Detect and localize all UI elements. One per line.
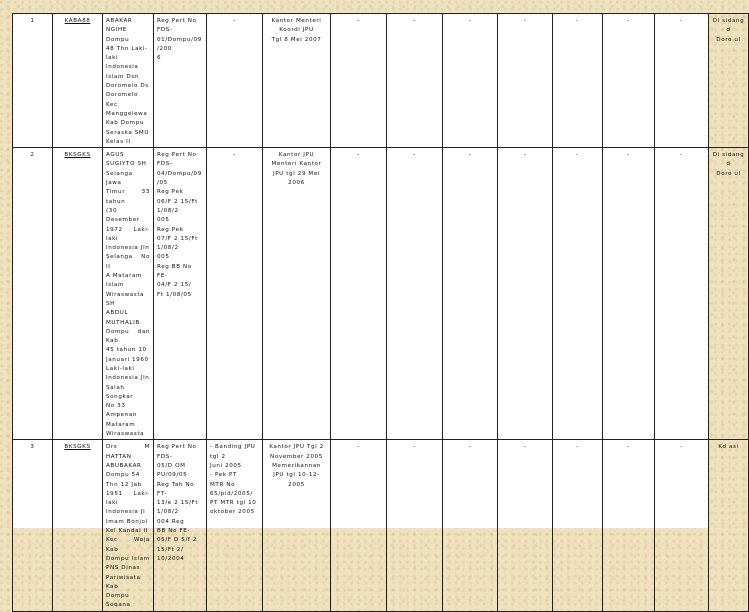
case-code: BKSGKS [53,148,103,440]
execution-info: Kantor JPU Menteri Kantor JPU tgl 29 Mei 2006 [263,148,331,440]
empty-cell: - [603,148,655,440]
appeal-info: - Banding JPU tgl 2 Juni 2005 - Pek PT MTR No 65/pid/2005/ PT MTR tgl 10 oktober 2005 [207,440,263,611]
empty-cell: - [331,440,387,611]
empty-cell: - [387,148,443,440]
case-register-table [12,13,749,612]
empty-cell: - [553,14,603,148]
remark: Di sidang d Doro ul [709,148,749,440]
row-number: 3 [13,440,53,611]
empty-cell: - [331,14,387,148]
registration-numbers: Reg Pert No FDS- 01/Dompu/09/200 6 [154,14,207,148]
execution-info: Kantor JPU Tgl 2 November 2005 Memerikannan JPU tgl 10-12- 2005 [263,440,331,611]
row-number: 1 [13,14,53,148]
empty-cell: - [655,148,709,440]
empty-cell: - [655,440,709,611]
case-code: KABA88 [53,14,103,148]
empty-cell: - [498,14,553,148]
table-row [13,14,749,148]
empty-cell: - [655,14,709,148]
appeal-info: - [207,14,263,148]
defendant-identity: ABAKAR NGIHE Dompu 48 Thn Laki- laki Indonesia Islam Dsn Doromelo Ds Doromelo Kec Manggelewa Kab Dompu Seraska SMU Kelas II [103,14,154,148]
empty-cell: - [603,440,655,611]
empty-cell: - [498,148,553,440]
case-code: BKSGKS [53,440,103,611]
execution-info: Kantor Menteri Koordi JPU Tgl 8 Mei 2007 [263,14,331,148]
empty-cell: - [443,148,498,440]
empty-cell: - [553,148,603,440]
empty-cell: - [331,148,387,440]
registration-numbers: Reg Pert No FDS- 05/D OM PU/09/05 Reg Tah No FT- 13/e 2 15/Ft 1/08/2 004 Reg BB No FE- 05/F D 5/f 2 15/Ft 2/ 10/2004 [154,440,207,611]
defendant-identity: AGUS SUGIYTO SH Selanga Jawa Timur 33 tahun (30 Desember 1972 Laki-laki Indonesia Jln Selanga No II A Mataram Islam Wiraswasta SH ABDUL MUTHALIB Dompu dan Kab 45 tahun 10 Januari 1960 Laki-laki Indonesia Jln Salah Songkar No 33 Ampenan Mataram Wiraswasta [103,148,154,440]
empty-cell: - [443,14,498,148]
table-row [13,440,749,611]
empty-cell: - [443,440,498,611]
empty-cell: - [387,14,443,148]
registration-numbers: Reg Pert No FDS- 04/Dompu/09/05 Reg Pek 06/F 2 15/Ft 1/08/2 005 Reg Pek 07/F 2 15/Ft 1/08/2 005 Reg BB No FE- 04/F 2 15/ Ft 1/08/05 [154,148,207,440]
empty-cell: - [603,14,655,148]
remark: Di sidang d Doro ul [709,14,749,148]
remark: Kd asi [709,440,749,611]
appeal-info: - [207,148,263,440]
document-page [12,13,745,609]
row-number: 2 [13,148,53,440]
empty-cell: - [498,440,553,611]
empty-cell: - [553,440,603,611]
defendant-identity: Drs M HATTAN ABUBAKAR Dompu 54 Thn 12 Jab 1951 Laki-laki Indonesia Jl Imam Bonjol Kel Kandai II Kec Woja Kab Dompu Islam PNS Dinas Pariwisata Kab Dompu Soqana [103,440,154,611]
empty-cell: - [387,440,443,611]
table-row [13,148,749,440]
